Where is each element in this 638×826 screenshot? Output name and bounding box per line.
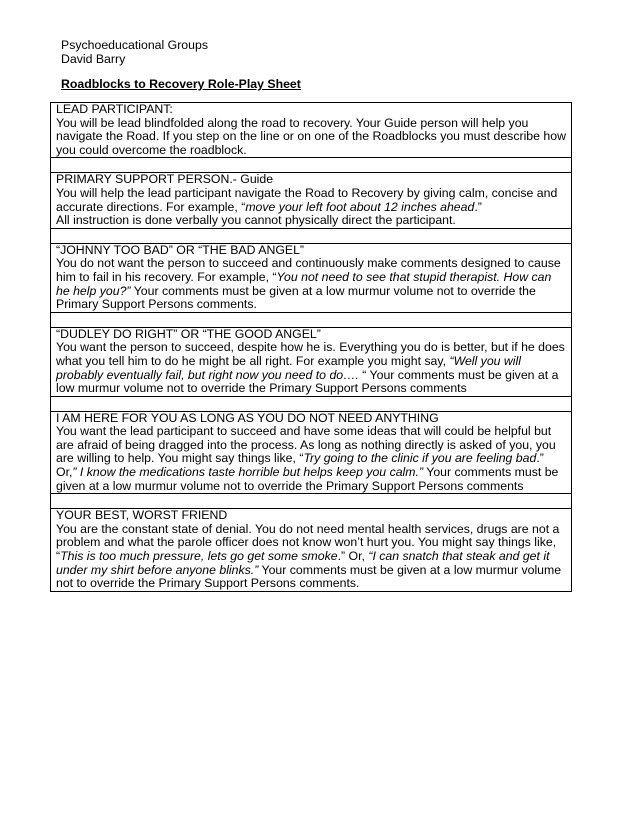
spacer-row [51,494,572,509]
role-row [51,411,572,494]
role-text: You want the lead participant to succeed and have some ideas that will could be helpful but are afraid of being dragged into the process. As long as nothing directly is asked of you, you are willing to help. You might say things like, “ [56,424,556,466]
role-example-quote: “Well you will probably eventually fail, but right now you need to do…. [56,353,521,382]
role-text: You want the person to succeed, despite how he is. Everything you do is better, but if he does what you tell him to do he might be all right. For example you might say, [56,340,565,368]
role-title: YOUR BEST, WORST FRIEND [56,508,228,523]
role-description [56,425,566,493]
role-cell [51,103,572,158]
roles-table [50,102,572,592]
role-example-quote: Try going to the clinic if you are feeling bad [303,451,537,466]
role-cell [51,327,572,396]
role-example-quote: You not need to see that stupid therapist. How can he help you?” [56,269,552,298]
role-text: Your comments must be given at a low murmur volume not to override the Primary Support Persons comments. [56,283,536,312]
role-row [51,103,572,158]
role-row [51,243,572,312]
spacer-row [51,396,572,411]
role-description [56,341,566,395]
role-row [51,327,572,396]
role-title: “JOHNNY TOO BAD” OR “THE BAD ANGEL” [56,242,305,257]
role-example-quote: move your left foot about 12 inches ahead [245,199,475,214]
spacer-row [51,312,572,327]
spacer-row [51,158,572,173]
role-row [51,173,572,228]
role-text: All instruction is done verbally you cannot physically direct the participant. [56,213,456,228]
role-example-quote: “I can snatch that steak and get it under my shirt before anyone blinks.” [56,549,550,577]
spacer-cell [51,396,572,411]
role-text: .” [474,199,482,214]
spacer-row [51,228,572,243]
spacer-cell [51,312,572,327]
role-title: I AM HERE FOR YOU AS LONG AS YOU DO NOT NEED ANYTHING [56,410,439,425]
role-title: LEAD PARTICIPANT: [56,102,173,116]
role-row [51,509,572,592]
role-description [56,257,566,311]
role-text: You do not want the person to succeed and continuously make comments designed to cause him to fail in his recovery. For example, “ [56,256,561,284]
sheet-title: Roadblocks to Recovery Role-Play Sheet [61,77,301,91]
role-text: You will help the lead participant navigate the Road to Recovery by giving calm, concise and accurate directions. For example, “ [56,185,558,214]
spacer-cell [51,158,572,173]
role-text: Your comments must be given at a low murmur volume not to override the Primary Support Persons comments. [56,562,562,591]
role-title: “DUDLEY DO RIGHT” OR “THE GOOD ANGEL” [56,326,321,341]
role-example-quote: ” I know the medications taste horrible but helps keep you calm.” [72,465,424,480]
spacer-cell [51,228,572,243]
role-cell [51,509,572,592]
role-text: “ Your comments must be given at a low murmur volume not to override the Primary Support Persons comments [56,367,559,396]
author-name: David Barry [61,52,126,66]
role-cell [51,243,572,312]
course-name: Psychoeducational Groups [61,38,208,52]
role-text: .” Or, [337,549,369,564]
role-cell [51,411,572,494]
role-title: PRIMARY SUPPORT PERSON.- Guide [56,172,274,187]
role-text: Your comments must be given at a low murmur volume not to override the Primary Support Persons comments [56,465,559,493]
role-text: .” Or, [56,451,544,480]
document-header [61,38,208,66]
spacer-cell [51,494,572,509]
role-description [56,117,566,158]
role-cell [51,173,572,228]
role-description [56,523,566,591]
role-text: You are the constant state of denial. You do not need mental health services, drugs are not a problem and what the parole officer does not know won’t hurt you. You might say things like, “ [56,521,560,564]
role-description [56,187,566,228]
role-text: You will be lead blindfolded along the road to recovery. Your Guide person will help you navigate the Road. If you step on the line or on one of the Roadblocks you must describe how you could overcome the roadblock. [56,115,566,157]
role-example-quote: This is too much pressure, lets go get some smoke [60,549,338,564]
